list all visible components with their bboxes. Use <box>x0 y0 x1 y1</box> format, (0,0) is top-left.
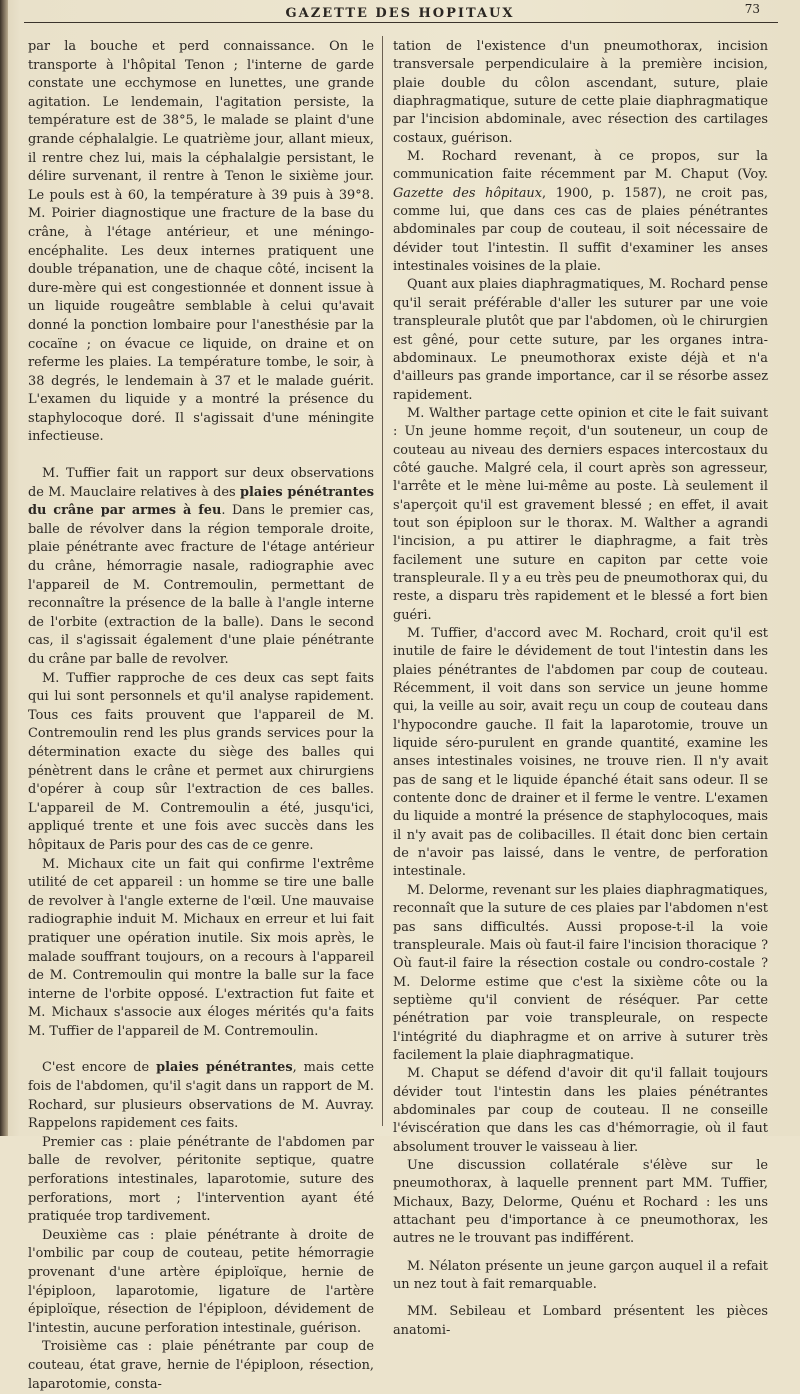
paragraph: M. Walther partage cette opinion et cite le fait suivant : Un jeune homme reçoit, d'un souteneur, un coup de couteau au niveau des derniers espaces intercostaux du côté gauche. Malgré cela, il court après son agresseur, l'arrête et le mène lui-même au poste. Là seulement il s'aperçoit qu'il est gravement blessé ; en effet, il avait tout son épiploon sur le thorax. M. Walther a agrandi l'incision, a pu attirer le diaphragme, a fait très facilement une suture en capiton par cette voie transpleurale. Il y a eu très peu de pneumothorax qui, du reste, a disparu très rapidement et le blessé a fort bien guéri. <box>393 405 768 623</box>
paragraph-text: C'est encore de <box>42 1060 157 1076</box>
paragraph: Quant aux plaies diaphragmatiques, M. Rochard pense qu'il serait préférable d'aller les suturer par une voie transpleurale plutôt que par l'abdomen, où le chirurgien est gêné, pour cette suture, par les organes intra-abdominaux. Le pneumothorax existe déjà et n'a d'ailleurs pas grande importance, car il se résorbe assez rapidement. <box>393 277 768 403</box>
paragraph-text: . Dans le premier cas, balle de révolver dans la région temporale droite, plaie pénétrante avec fracture de l'étage antérieur du crâne, hémorragie nasale, radiographie avec l'appareil de M. Contremoulin, permettant de reconnaître la présence de la balle à l'angle interne de l'orbite (extraction de la balle). Dans le second cas, il s'agissait également d'une plaie pénétrante du crâne par balle de revolver. <box>28 503 375 667</box>
citation-title: Gazette des hôpitaux <box>393 185 542 201</box>
paragraph: Premier cas : plaie pénétrante de l'abdomen par balle de revolver, péritonite septique, quatre perforations intestinales, laparotomie, suture des perforations, mort ; l'intervention ayant été pratiquée trop tardivement. <box>28 1134 374 1225</box>
paragraph: M. Tuffier, d'accord avec M. Rochard, croit qu'il est inutile de faire le dévidement de tout l'intestin dans les plaies pénétrantes de l'abdomen par coup de couteau. Récemment, il voit dans son service un jeune homme qui, la veille au soir, avait reçu un coup de couteau dans l'hypocondre gauche. Il fait la laparotomie, trouve un liquide séro-purulent en grande quantité, examine les anses intestinales voisines, ne trouve rien. Il n'y avait pas de sang et le liquide épanché était sans odeur. Il se contente donc de drainer et il ferme le ventre. L'examen du liquide a montré la présence de staphylocoques, mais il n'y avait pas de colibacilles. Il était donc bien certain de n'avoir pas laissé, dans le ventre, de perforation intestinale. <box>393 626 768 880</box>
paragraph: M. Delorme, revenant sur les plaies diaphragmatiques, reconnaît que la suture de ces plaies par l'abdomen n'est pas sans difficultés. Aussi propose-t-il la voie transpleurale. Mais où faut-il faire l'incision thoracique ? Où faut-il faire la résection costale ou condro-costale ? M. Delorme estime que c'est la sixième côte ou la septième qu'il convient de réséquer. Par cette pénétration par voie transpleurale, on respecte l'intégrité du diaphragme et on arrive à suturer très facilement la plaie diaphragmatique. <box>393 882 768 1063</box>
column-divider <box>382 36 383 1126</box>
paragraph <box>28 1059 374 1133</box>
paragraph: M. Chaput se défend d'avoir dit qu'il fallait toujours dévider tout l'intestin dans les plaies pénétrantes abdominales par coup de couteau. Il ne conseille l'éviscération que dans les cas d'hémorragie, où il faut absolument trouver le vaisseau à lier. <box>393 1066 768 1155</box>
paragraph-text: , 1900, p. 1587), ne croit pas, comme lui, que dans ces cas de plaies pénétrantes abdominales par coup de couteau, il soit nécessaire de dévider tout l'intestin. Il suffit d'examiner les anses intestinales voisines de la plaie. <box>393 185 768 275</box>
paragraph <box>28 465 374 670</box>
journal-title: GAZETTE DES HOPITAUX <box>285 6 515 21</box>
page-binding-edge <box>0 0 8 1136</box>
section-heading-inline: plaies pénétrantes du crâne par armes à feu <box>28 484 375 519</box>
paragraph-text: M. Rochard revenant, à ce propos, sur la communication faite récemment par M. Chaput (Voy. <box>393 149 768 183</box>
paragraph: Une discussion collatérale s'élève sur le pneumothorax, à laquelle prennent part MM. Tuffier, Michaux, Bazy, Delorme, Quénu et Rochard : les uns attachant peu d'importance à ce pneumothorax, les autres ne le trouvant pas indifférent. <box>393 1157 768 1247</box>
paragraph: M. Tuffier rapproche de ces deux cas sept faits qui lui sont personnels et qu'il analyse rapidement. Tous ces faits prouvent que l'appareil de M. Contremoulin rend les plus grands services pour la détermination exacte du siège des balles qui pénètrent dans le crâne et permet aux chirurgiens d'opérer à coup sûr l'extraction de ces balles. L'appareil de M. Contremoulin a été, jusqu'ici, appliqué trente et une fois avec succès dans les hôpitaux de Paris pour des cas de ce genre. <box>28 670 374 853</box>
paragraph: M. Nélaton présente un jeune garçon auquel il a refait un nez tout à fait remarquable. <box>393 1258 768 1293</box>
left-column <box>28 38 374 1394</box>
page-number: 73 <box>744 2 760 16</box>
paragraph-text: M. Tuffier fait un rapport sur deux observations de M. Mauclaire relatives à des <box>28 466 374 500</box>
paragraph: Deuxième cas : plaie pénétrante à droite de l'ombilic par coup de couteau, petite hémorragie provenant d'une artère épiploïque, hernie de l'épiploon, laparotomie, ligature de l'artère épiploïque, résection de l'épiploon, dévidement de l'intestin, aucune perforation intestinale, guérison. <box>28 1227 374 1336</box>
page-header <box>0 0 800 26</box>
paragraph: MM. Sebileau et Lombard présentent les pièces anatomi- <box>393 1304 768 1338</box>
paragraph <box>393 148 768 276</box>
paragraph: par la bouche et perd connaissance. On le transporte à l'hôpital Tenon ; l'interne de garde constate une ecchymose en lunettes, une grande agitation. Le lendemain, l'agitation persiste, la température est de 38°5, le malade se plaint d'une grande céphalalgie. Le quatrième jour, allant mieux, il rentre chez lui, mais la céphalalgie persistant, le délire survenant, il rentre à Tenon le sixième jour. Le pouls est à 60, la température à 39 puis à 39°8. M. Poirier diagnostique une fracture de la base du crâne, à l'étage antérieur, et une méningo-encéphalite. Les deux internes pratiquent une double trépanation, une de chaque côté, incisent la dure-mère qui est congestionnée et donnent issue à un liquide rougeâtre semblable à celui qu'avait donné la ponction lombaire pour l'anesthésie par la cocaïne ; on évacue ce liquide, on draine et on referme les plaies. La température tombe, le soir, à 38 degrés, le lendemain à 37 et le malade guérit. L'examen du liquide y a montré la présence du staphylocoque doré. Il s'agissait d'une méningite infectieuse. <box>28 39 374 445</box>
right-column <box>393 38 768 1340</box>
paragraph: M. Michaux cite un fait qui confirme l'extrême utilité de cet appareil : un homme se tire une balle de revolver à l'angle externe de l'œil. Une mauvaise radiographie induit M. Michaux en erreur et lui fait pratiquer une opération inutile. Six mois après, le malade souffrant toujours, on a recours à l'appareil de M. Contremoulin qui montre la balle sur la face interne de l'orbite opposé. L'extraction fut faite et M. Michaux s'associe aux éloges mérités qu'a faits M. Tuffier de l'appareil de M. Contremoulin. <box>28 856 374 1039</box>
section-heading-inline: plaies pénétrantes <box>156 1060 293 1076</box>
paragraph-text: , mais cette fois de l'abdomen, qu'il s'agit dans un rapport de M. Rochard, sur plusieurs observations de M. Auvray. Rappelons rapidement ces faits. <box>28 1060 375 1132</box>
paragraph: tation de l'existence d'un pneumothorax, incision transversale perpendiculaire à la première incision, plaie double du côlon ascendant, suture, plaie diaphragmatique, suture de cette plaie diaphragmatique par l'incision abdominale, avec résection des cartilages costaux, guérison. <box>393 39 768 146</box>
paragraph: Troisième cas : plaie pénétrante par coup de couteau, état grave, hernie de l'épiploon, résection, laparotomie, consta- <box>28 1339 374 1392</box>
header-rule <box>24 22 778 23</box>
